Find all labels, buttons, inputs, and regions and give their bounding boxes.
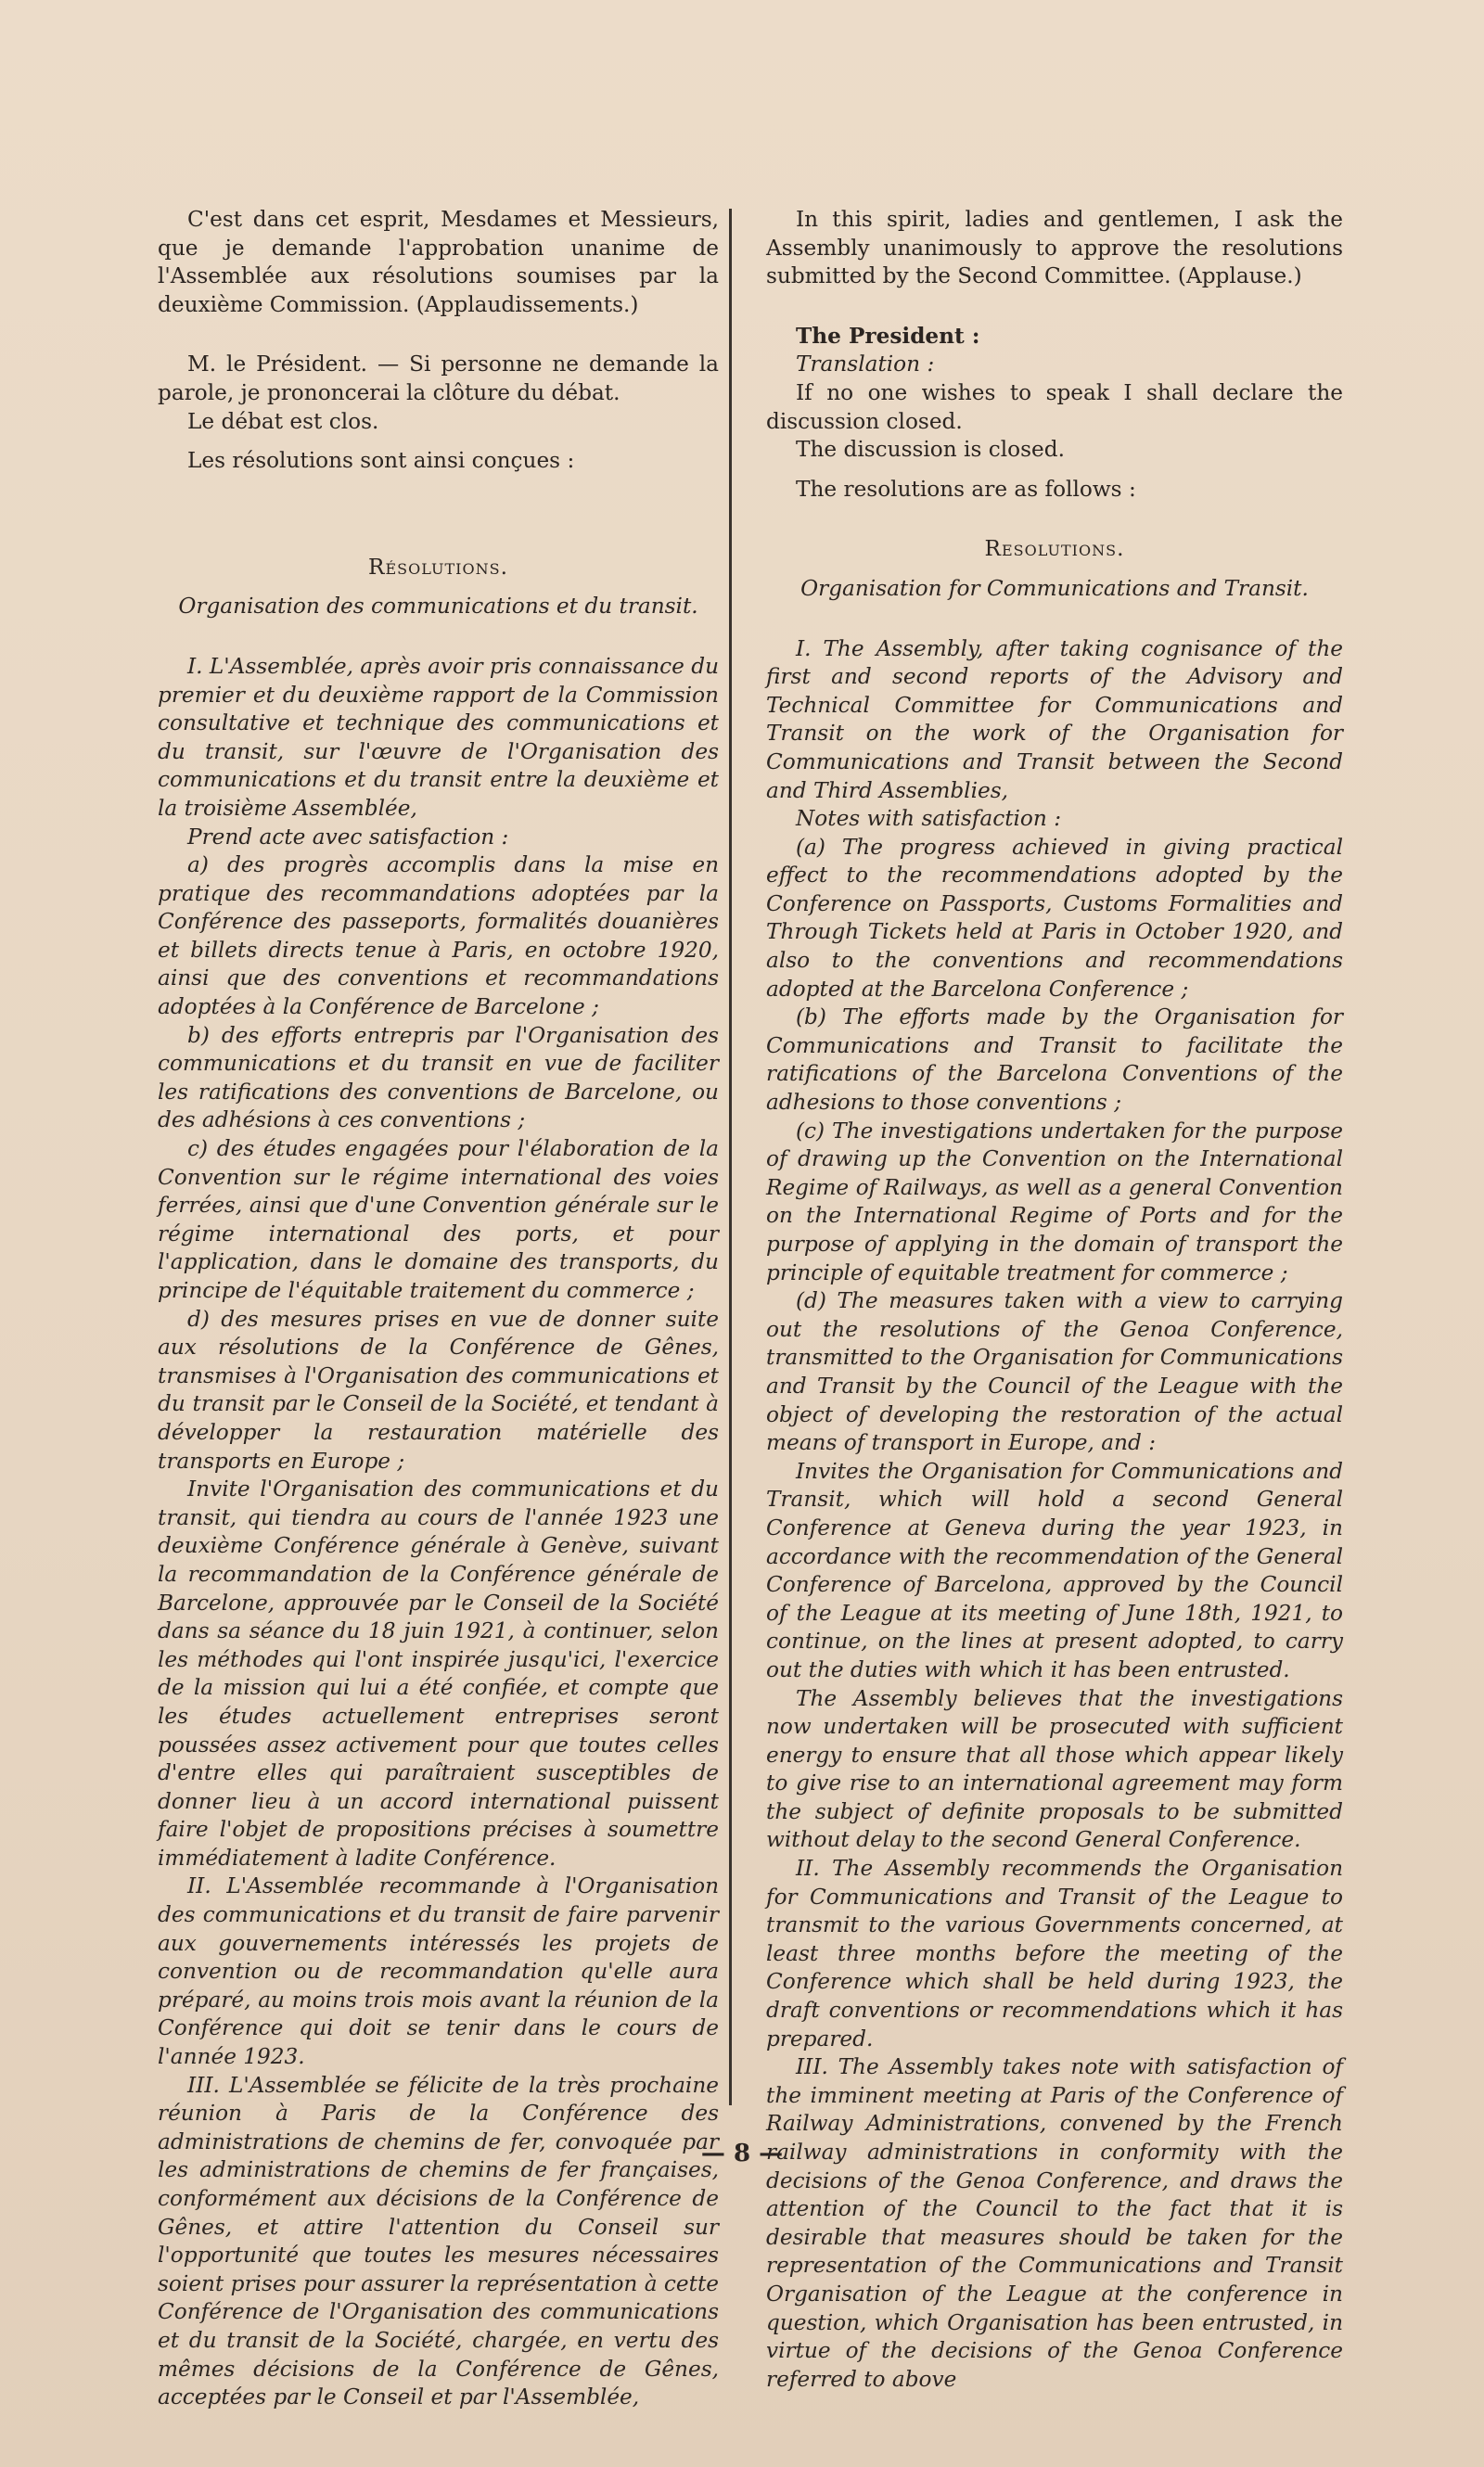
en-invites: Invites the Organisation for Communications and Transit, which will hold a second General Conference at Geneva during the year 1923, in accordance with the recommendation of the General Conference of Barcelona, approved by the Council of the League at its meeting of June 18th, 1921, to continue, on the lines at present adopted, to carry out the duties with which it has been entrusted. [766, 1458, 1343, 1682]
en-subheading: Organisation for Communications and Transit. [800, 575, 1309, 601]
fr-resolution-i: I. L'Assemblée, après avoir pris connaissance du premier et du deuxième rapport de la Commission consultative et technique des communications et du transit, sur l'œuvre de l'Organisation des communications et du transit entre la deuxième et la troisième Assemblée, [158, 653, 719, 821]
fr-president-statement: M. le Président. — Si personne ne demande la parole, je prononcerai la clôture du débat. [158, 352, 719, 405]
en-resolution-i: I. The Assembly, after taking cognisance of the first and second reports of the Advisory and Technical Committee for Communications and Transit on the work of the Organisation for Communications and Transit between the Second and Third Assemblies, [766, 635, 1343, 803]
en-item-c: (c) The investigations undertaken for the purpose of drawing up the Convention on the International Regime of Railways, as well as a general Convention on the International Regime of Ports and for the purpose of applying in the domain of transport the principle of equitable treatment for commerce ; [766, 1118, 1343, 1285]
fr-debate-closed: Le débat est clos. [187, 408, 379, 434]
french-column [158, 206, 719, 2412]
fr-opening-paragraph: C'est dans cet esprit, Mesdames et Messieurs, que je demande l'approbation unanime de l'Assemblée aux résolutions soumises par la deuxième Commission. (Applaudissements.) [158, 207, 719, 317]
en-item-a: (a) The progress achieved in giving practical effect to the recommendations adopted by the Conference on Passports, Customs Formalities and Through Tickets held at Paris in October 1920, and also to the conventions and recommendations adopted at the Barcelona Conference ; [766, 834, 1343, 1002]
en-president-label: The President : [796, 323, 980, 349]
en-discussion-closed: The discussion is closed. [796, 437, 1065, 463]
fr-item-b: b) des efforts entrepris par l'Organisation des communications et du transit en vue de faciliter les ratifications des conventions de Barcelone, ou des adhésions à ces conventions ; [158, 1022, 719, 1133]
en-president-statement: If no one wishes to speak I shall declare the discussion closed. [766, 379, 1343, 434]
fr-resolutions-intro: Les résolutions sont ainsi conçues : [187, 448, 575, 474]
fr-item-a: a) des progrès accomplis dans la mise en pratique des recommandations adoptées par la Conférence des passeports, formalités douanières et billets directs tenue à Paris, en octobre 1920, ainsi que des conventions et recommandations adoptées à la Conférence de Barcelone ; [158, 852, 719, 1020]
fr-invite: Invite l'Organisation des communications et du transit, qui tiendra au cours de l'année 1923 une deuxième Conférence générale à Genève, suivant la recommandation de la Conférence générale de Barcelone, approuvée par le Conseil de la Société dans sa séance du 18 juin 1921, à continuer, selon les méthodes qui l'ont inspirée jusqu'ici, l'exercice de la mission qui lui a été confiée, et compte que les études actuellement entreprises seront poussées assez activement pour que toutes celles d'entre elles qui paraîtraient susceptibles de donner lieu à un accord international puissent faire l'objet de propositions précises à soumettre immédiatement à ladite Conférence. [158, 1476, 719, 1871]
fr-resolutions-heading: Résolutions. [368, 554, 508, 580]
fr-item-c: c) des études engagées pour l'élaboration de la Convention sur le régime international des voies ferrées, ainsi que d'une Convention générale sur le régime international des ports, et pour l'application, dans le domaine des transports, du principe de l'équitable traitement du commerce ; [158, 1136, 719, 1303]
fr-subheading: Organisation des communications et du transit. [178, 594, 698, 620]
en-item-b: (b) The efforts made by the Organisation for Communications and Transit to facilitate the ratifications of the Barcelona Conventions of the adhesions to those conventions ; [766, 1004, 1343, 1116]
en-translation-label: Translation : [796, 352, 935, 377]
english-column [766, 206, 1343, 2394]
fr-item-d: d) des mesures prises en vue de donner suite aux résolutions de la Conférence de Gênes, transmises à l'Organisation des communications et du transit par le Conseil de la Société, et tendant à développer la restauration matérielle des transports en Europe ; [158, 1306, 719, 1474]
en-notes: Notes with satisfaction : [796, 806, 1062, 832]
fr-resolution-ii: II. L'Assemblée recommande à l'Organisation des communications et du transit de faire parvenir aux gouvernements intéressés les projets de convention ou de recommandation qu'elle aura préparé, au moins trois mois avant la réunion de la Conférence qui doit se tenir dans le cours de l'année 1923. [158, 1873, 719, 2070]
en-resolutions-intro: The resolutions are as follows : [796, 476, 1136, 502]
page-number: — 8 — [700, 2140, 784, 2167]
en-assembly-believes: The Assembly believes that the investigations now undertaken will be prosecuted with sufficient energy to ensure that all those which appear likely to give rise to an international agreement may form the subject of definite proposals to be submitted without delay to the second General Conference. [766, 1685, 1343, 1853]
fr-prend-acte: Prend acte avec satisfaction : [187, 824, 509, 850]
en-resolutions-heading: Resolutions. [984, 536, 1125, 562]
en-opening-paragraph: In this spirit, ladies and gentlemen, I ask the Assembly unanimously to approve the resolutions submitted by the Second Committee. (Applause.) [766, 207, 1343, 289]
en-resolution-iii: III. The Assembly takes note with satisfaction of the imminent meeting at Paris of the Conference of Railway Administrations, convened by the French railway administrations in conformity with the decisions of the Genoa Conference, and draws the attention of the Council to the fact that it is desirable that measures should be taken for the representation of the Communications and Transit Organisation of the League at the conference in question, which Organisation has been entrusted, in virtue of the decisions of the Genoa Conference referred to above [766, 2054, 1343, 2392]
en-resolution-ii: II. The Assembly recommends the Organisation for Communications and Transit of the League to transmit to the various Governments concerned, at least three months before the meeting of the Conference which shall be held during 1923, the draft conventions or recommendations which it has prepared. [766, 1856, 1343, 2052]
column-divider [729, 209, 732, 2105]
fr-resolution-iii: III. L'Assemblée se félicite de la très prochaine réunion à Paris de la Conférence des administrations de chemins de fer, convoquée par les administrations de chemins de fer françaises, conformément aux décisions de la Conférence de Gênes, et attire l'attention du Conseil sur l'opportunité que toutes les mesures nécessaires soient prises pour assurer la représentation à cette Conférence de l'Organisation des communications et du transit de la Société, chargée, en vertu des mêmes décisions de la Conférence de Gênes, acceptées par le Conseil et par l'Assemblée, [158, 2072, 719, 2410]
en-item-d: (d) The measures taken with a view to carrying out the resolutions of the Genoa Conference, transmitted to the Organisation for Communications and Transit by the Council of the League with the object of developing the restoration of the actual means of transport in Europe, and : [766, 1288, 1343, 1456]
